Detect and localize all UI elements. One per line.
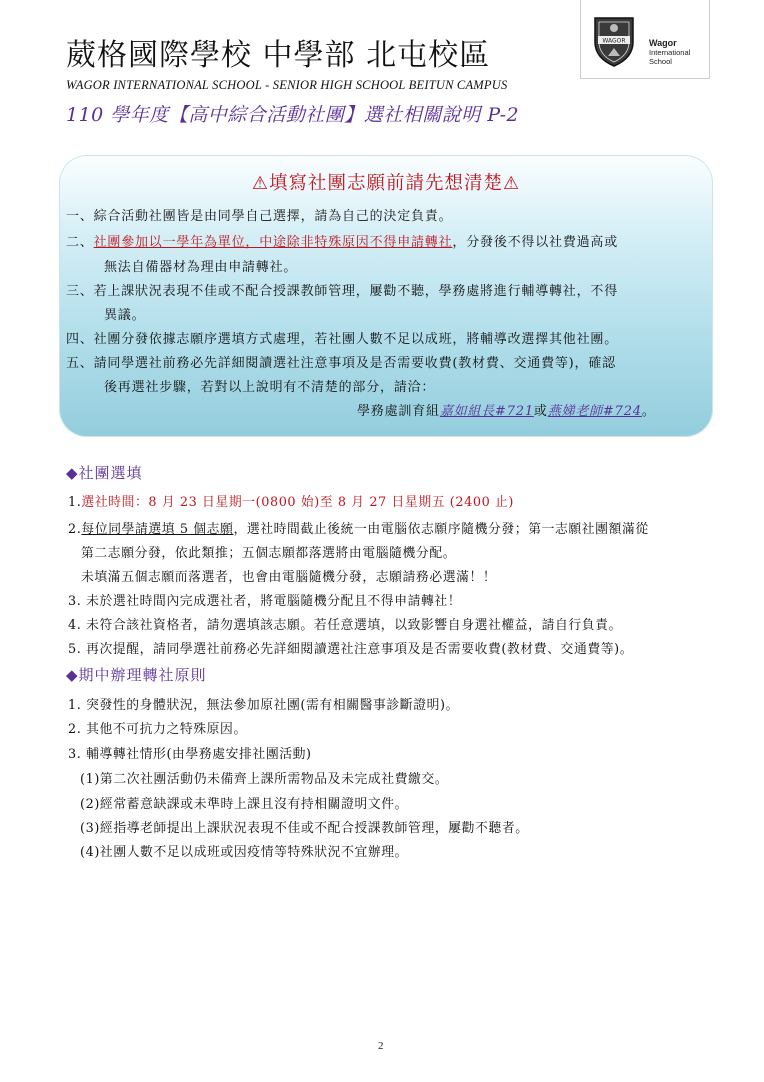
warning-icon: ⚠ <box>503 173 521 194</box>
warning-icon: ⚠ <box>251 173 269 194</box>
notice-item-4: 四、社團分發依據志願序選填方式處理，若社團人數不足以成班，將輔導改選擇其他社團。 <box>66 332 619 347</box>
crest-label: WAGOR <box>602 37 626 45</box>
selection-line-2-cont2: 未填滿五個志願而落選者，也會由電腦隨機分發，志願請務必選滿！！ <box>81 570 497 585</box>
selection-line-5: 5. 再次提醒，請同學選社前務必先詳細閱讀選社注意事項及是否需要收費(教材費、交通費等)。 <box>68 642 634 657</box>
transfer-sub-4: (4)社團人數不足以成班或因疫情等特殊狀況不宜辦理。 <box>80 845 409 860</box>
school-logo <box>580 0 710 79</box>
transfer-sub-1: (1)第二次社團活動仍未備齊上課所需物品及未完成社費繳交。 <box>80 772 449 787</box>
transfer-sub-2: (2)經常蓄意缺課或未準時上課且沒有持相關證明文件。 <box>80 797 409 812</box>
notice-item-3-cont: 異議。 <box>104 308 146 323</box>
selection-line-2-rest: ，選社時間截止後統一由電腦依志願序隨機分發；第一志願社團額滿從 <box>233 522 649 537</box>
notice-title <box>59 169 713 195</box>
notice-item-2-cont: 無法自備器材為理由申請轉社。 <box>104 260 298 275</box>
logo-line2: International <box>649 48 691 57</box>
selection-time: 選社時間：8 月 23 日星期一(0800 始)至 8 月 27 日星期五 (2400 止) <box>81 495 514 510</box>
contact-link-jiaru[interactable]: 嘉如組長#721 <box>439 404 534 419</box>
notice-title-text: 填寫社團志願前請先想清楚 <box>268 173 503 194</box>
notice-item-2-rest: ，分發後不得以社費過高或 <box>452 235 619 250</box>
selection-line-1 <box>68 491 514 510</box>
line-number: 2. <box>68 522 82 537</box>
notice-item-2-highlight: 社團參加以一學年為單位，中途除非特殊原因不得申請轉社 <box>93 235 453 250</box>
contact-mid: 或 <box>533 404 548 419</box>
transfer-sub-3: (3)經指導老師提出上課狀況表現不佳或不配合授課教師管理，屢勸不聽者。 <box>80 821 529 836</box>
section-heading-transfer: ◆期中辦理轉社原則 <box>66 666 207 684</box>
notice-item-3: 三、若上課狀況表現不佳或不配合授課教師管理，屢勸不聽，學務處將進行輔導轉社，不得 <box>66 284 619 299</box>
logo-name: Wagor <box>649 38 677 48</box>
transfer-line-3: 3. 輔導轉社情形(由學務處安排社團活動) <box>68 747 312 762</box>
notice-item-5: 五、請同學選社前務必先詳細閱讀選社注意事項及是否需要收費(教材費、交通費等)，確認 <box>66 356 616 371</box>
selection-line-4: 4. 未符合該社資格者，請勿選填該志願。若任意選填，以致影響自身選社權益，請自行負責。 <box>68 618 622 633</box>
contact-prefix: 學務處訓育組 <box>357 404 440 419</box>
page-number: 2 <box>378 1040 384 1052</box>
school-title-zh: 葳格國際學校 中學部 北屯校區 <box>66 38 491 73</box>
notice-item-5-cont: 後再選社步驟，若對以上說明有不清楚的部分，請洽： <box>104 380 436 395</box>
notice-item-2 <box>66 231 618 250</box>
document-subtitle: 110 學年度【高中綜合活動社團】選社相關說明 P-2 <box>66 104 520 126</box>
section-heading-club-selection: ◆社團選填 <box>66 464 143 482</box>
notice-item-1: 一、綜合活動社團皆是由同學自己選擇，請為自己的決定負責。 <box>66 209 453 224</box>
selection-line-2 <box>68 518 649 537</box>
selection-line-2-cont: 第二志願分發，依此類推；五個志願都落選將由電腦隨機分配。 <box>81 546 457 561</box>
school-title-en: WAGOR INTERNATIONAL SCHOOL - SENIOR HIGH SCHOOL BEITUN CAMPUS <box>66 78 508 92</box>
notice-item-2-prefix: 二、 <box>66 235 94 250</box>
transfer-line-1: 1. 突發性的身體狀況，無法參加原社團(需有相關醫事診斷證明)。 <box>68 698 459 713</box>
line-number: 1. <box>68 495 82 510</box>
logo-caption <box>649 39 690 66</box>
selection-line-2-emphasis: 每位同學請選填 5 個志願 <box>81 522 234 537</box>
contact-end: 。 <box>641 404 656 419</box>
selection-line-3: 3. 未於選社時間內完成選社者，將電腦隨機分配且不得申請轉社！ <box>68 594 462 609</box>
transfer-line-2: 2. 其他不可抗力之特殊原因。 <box>68 722 247 737</box>
logo-line3: School <box>649 57 672 66</box>
crest-icon <box>589 12 639 68</box>
notice-contact <box>357 400 656 419</box>
contact-link-yandi[interactable]: 燕娣老師#724 <box>547 404 642 419</box>
